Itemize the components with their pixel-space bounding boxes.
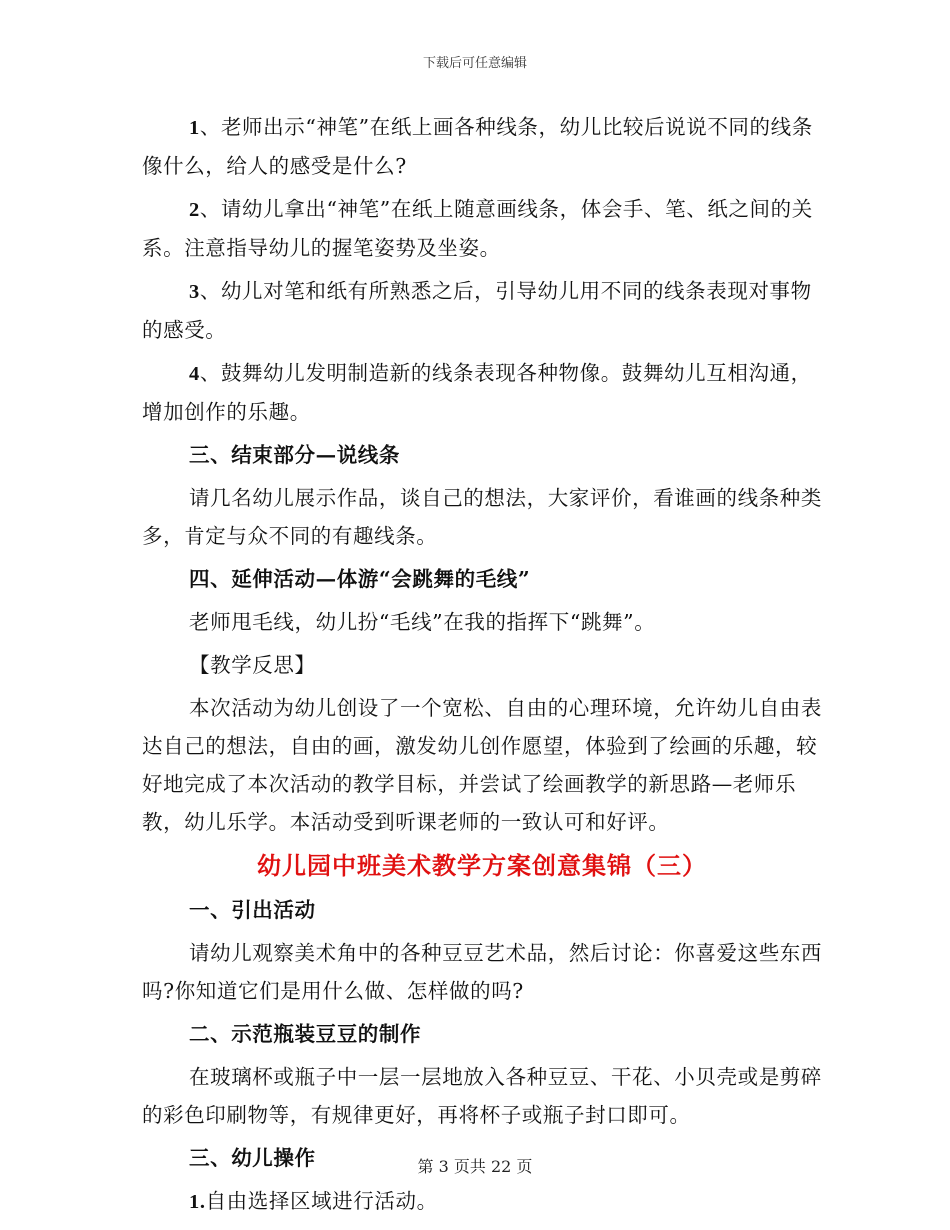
paragraph: 请幼儿观察美术角中的各种豆豆艺术品，然后讨论：你喜爱这些东西吗?你知道它们是用什么做、怎样做的吗?	[142, 941, 822, 1003]
section-heading: 三、幼儿操作	[189, 1146, 316, 1170]
section-heading: 一、引出活动	[189, 898, 316, 922]
paragraph: 老师甩毛线，幼儿扮“毛线”在我的指挥下“跳舞”。	[189, 610, 656, 634]
item-text: 自由选择区域进行活动。	[205, 1189, 438, 1213]
reflection-label: 【教学反思】	[189, 653, 316, 677]
step-number: 4	[189, 363, 200, 385]
paragraph: 在玻璃杯或瓶子中一层一层地放入各种豆豆、干花、小贝壳或是剪碎的彩色印刷物等，有规律更好，再将杯子或瓶子封口即可。	[142, 1065, 822, 1127]
page-header: 下载后可任意编辑	[422, 56, 527, 71]
step-4	[142, 354, 822, 431]
step-number: 2	[189, 199, 200, 221]
paragraph: 请几名幼儿展示作品，谈自己的想法，大家评价，看谁画的线条种类多，肯定与众不同的有趣线条。	[142, 486, 822, 548]
step-2	[142, 190, 822, 267]
section-heading: 四、延伸活动—体游“会跳舞的毛线”	[189, 567, 531, 591]
step-3	[142, 272, 822, 349]
step-number: 1	[189, 117, 200, 139]
step-number: 3	[189, 281, 200, 303]
item-number: 1.	[189, 1191, 206, 1213]
step-text: 、幼儿对笔和纸有所熟悉之后，引导幼儿用不同的线条表现对事物的感受。	[142, 279, 812, 342]
reflection-paragraph: 本次活动为幼儿创设了一个宽松、自由的心理环境，允许幼儿自由表达自己的想法，自由的画，激发幼儿创作愿望，体验到了绘画的乐趣，较好地完成了本次活动的教学目标，并尝试了绘画教学的新思路—老师乐教，幼儿乐学。本活动受到听课老师的一致认可和好评。	[142, 696, 822, 834]
section-heading: 二、示范瓶装豆豆的制作	[189, 1022, 422, 1046]
step-text: 、鼓舞幼儿发明制造新的线条表现各种物像。鼓舞幼儿互相沟通，增加创作的乐趣。	[142, 361, 812, 424]
step-text: 、老师出示“神笔”在纸上画各种线条，幼儿比较后说说不同的线条像什么，给人的感受是什么?	[142, 115, 813, 178]
document-title: 幼儿园中班美术教学方案创意集锦（三）	[257, 851, 707, 880]
step-text: 、请幼儿拿出“神笔”在纸上随意画线条，体会手、笔、纸之间的关系。注意指导幼儿的握笔姿势及坐姿。	[142, 197, 813, 260]
list-item	[142, 1182, 822, 1221]
step-1	[142, 108, 822, 185]
document-body	[142, 108, 822, 1226]
section-heading: 三、结束部分—说线条	[189, 443, 400, 467]
page-footer: 第 3 页共 22 页	[417, 1157, 533, 1176]
